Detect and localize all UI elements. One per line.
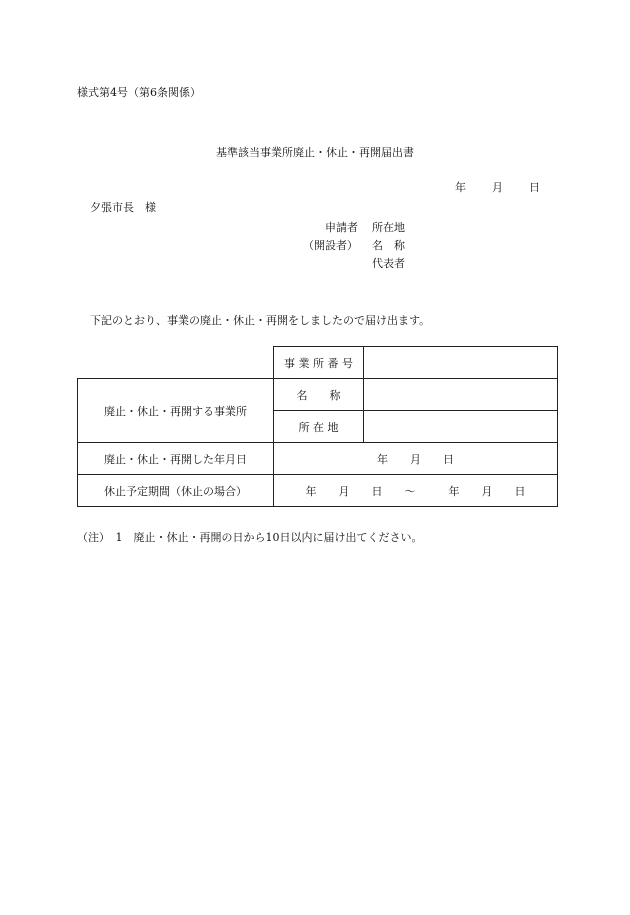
office-name-field[interactable]: [364, 379, 558, 411]
opener-role: （開設者）: [303, 239, 358, 252]
office-name-label: 名 称: [274, 379, 364, 411]
office-label: 廃止・休止・再開する事業所: [78, 379, 274, 443]
applicant-representative-label: 代表者: [372, 257, 405, 270]
change-date-label: 廃止・休止・再開した年月日: [78, 443, 274, 475]
office-number-label: 事 業 所 番 号: [274, 347, 364, 379]
applicant-location-label: 所在地: [372, 221, 405, 234]
suspension-period-field[interactable]: 年 月 日 ～ 年 月 日: [274, 475, 558, 507]
date-month: 月: [492, 181, 503, 194]
suspension-period-label: 休止予定期間（休止の場合）: [78, 475, 274, 507]
notification-table: [77, 346, 558, 507]
table-row: [78, 347, 558, 379]
table-row: [78, 379, 558, 411]
applicant-name-label: 名 称: [372, 239, 405, 252]
recipient: 夕張市長 様: [90, 201, 156, 214]
office-address-field[interactable]: [364, 411, 558, 443]
office-number-field[interactable]: [364, 347, 558, 379]
statement: 下記のとおり、事業の廃止・休止・再開をしましたので届け出ます。: [90, 314, 431, 327]
form-number: 様式第4号（第6条関係）: [77, 86, 201, 99]
table-row: [78, 443, 558, 475]
submission-date: [455, 179, 540, 195]
table-row: [78, 475, 558, 507]
date-day: 日: [529, 181, 540, 194]
applicant-role: 申請者: [325, 221, 358, 234]
date-year: 年: [455, 181, 466, 194]
office-address-label: 所 在 地: [274, 411, 364, 443]
document-title: 基準該当事業所廃止・休止・再開届出書: [216, 146, 414, 159]
change-date-field[interactable]: 年 月 日: [274, 443, 558, 475]
note: （注） 1 廃止・休止・再開の日から10日以内に届け出てください。: [77, 531, 423, 544]
